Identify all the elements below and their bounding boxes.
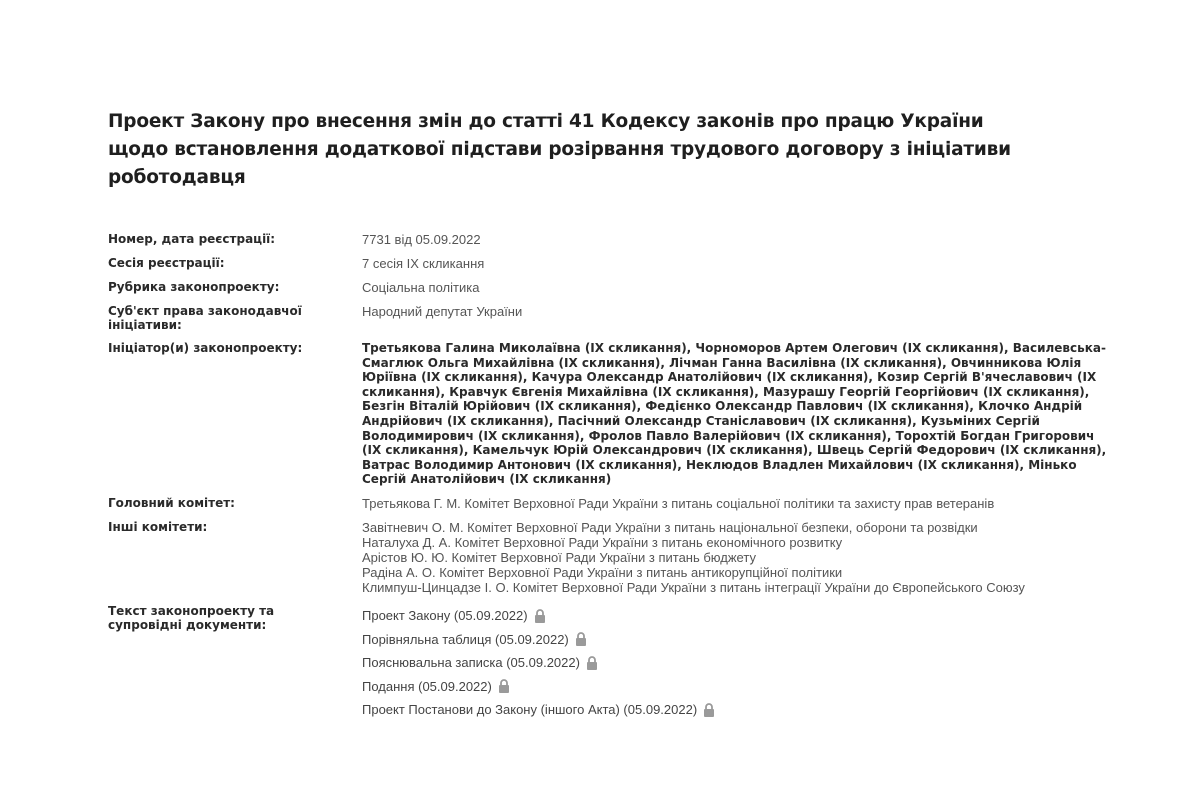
document-link[interactable]: Проект Постанови до Закону (іншого Акта) (05.09.2022) <box>362 702 698 718</box>
other-committees-label: Інші комітети: <box>108 519 208 534</box>
lock-icon <box>498 679 510 693</box>
main-committee-label: Головний комітет: <box>108 495 235 510</box>
other-committees-row <box>108 520 1108 595</box>
subject-label: Суб'єкт права законодавчої ініціативи: <box>108 304 302 332</box>
category-row <box>108 280 1108 295</box>
document-item[interactable] <box>362 698 1108 722</box>
lock-icon <box>586 656 598 670</box>
committee-item: Радіна А. О. Комітет Верховної Ради України з питань антикорупційної політики <box>362 564 843 580</box>
document-item[interactable] <box>362 604 1108 628</box>
documents-label: Текст законопроекту та супровідні документи: <box>108 603 275 632</box>
session-value: 7 сесія IX скликання <box>362 256 485 271</box>
document-item[interactable] <box>362 651 1108 675</box>
committee-item: Наталуха Д. А. Комітет Верховної Ради України з питань економічного розвитку <box>362 534 843 550</box>
document-item[interactable] <box>362 674 1108 698</box>
subject-value: Народний депутат України <box>362 304 523 319</box>
main-committee-value: Третьякова Г. М. Комітет Верховної Ради України з питань соціальної політики та захисту прав ветеранів <box>362 495 995 511</box>
committee-item: Климпуш-Цинцадзе І. О. Комітет Верховної Ради України з питань інтеграції України до Європейського Союзу <box>362 579 1025 595</box>
documents-row <box>108 604 1108 722</box>
registration-row <box>108 232 1108 247</box>
documents-list <box>362 604 1108 722</box>
bill-metadata <box>108 232 1108 730</box>
lock-icon <box>575 632 587 646</box>
registration-value: 7731 від 05.09.2022 <box>362 232 481 247</box>
category-value: Соціальна політика <box>362 280 480 295</box>
registration-label: Номер, дата реєстрації: <box>108 232 276 246</box>
lock-icon <box>534 609 546 623</box>
document-link[interactable]: Порівняльна таблиця (05.09.2022) <box>362 631 569 647</box>
document-link[interactable]: Пояснювальна записка (05.09.2022) <box>362 655 580 671</box>
category-label: Рубрика законопроекту: <box>108 280 280 294</box>
initiators-value: Третьякова Галина Миколаївна (IX скликання), Чорноморов Артем Олегович (IX скликання), Василевська-Смаглюк Ольга Михайлівна (IX скликання), Лічман Ганна Василівна (IX скликання), Овчинникова Юлія Юріївна (IX скликання), Качура Олександр Анатолійович (IX скликання), Козир Сергій В'ячеславович (IX скликання), Кравчук Євгенія Михайлівна (IX скликання), Мазурашу Георгій Георгійович (IX скликання), Безгін Віталій Юрійович (IX скликання), Федієнко Олександр Павлович (IX скликання), Клочко Андрій Андрійович (IX скликання), Пасічний Олександр Станіславович (IX скликання), Кузьміних Сергій Володимирович (IX скликання), Фролов Павло Валерійович (IX скликання), Торохтій Богдан Григорович (IX скликання), Камельчук Юрій Олександрович (IX скликання), Швець Сергій Федорович (IX скликання), Ватрас Володимир Антонович (IX скликання), Неклюдов Владлен Михайлович (IX скликання), Мінько Сергій Анатолійович (IX скликання) <box>362 341 1107 487</box>
lock-icon <box>703 703 715 717</box>
session-label: Сесія реєстрації: <box>108 256 225 270</box>
bill-card <box>108 108 1108 718</box>
document-item[interactable] <box>362 627 1108 651</box>
session-row <box>108 256 1108 271</box>
other-committees-list <box>362 520 1108 595</box>
document-link[interactable]: Подання (05.09.2022) <box>362 678 492 694</box>
initiators-label: Ініціатор(и) законопроекту: <box>108 341 303 355</box>
initiators-row <box>108 341 1108 487</box>
document-link[interactable]: Проект Закону (05.09.2022) <box>362 608 528 624</box>
main-committee-row <box>108 496 1108 511</box>
subject-row <box>108 304 1108 332</box>
committee-item: Завітневич О. М. Комітет Верховної Ради України з питань національної безпеки, оборони та розвідки <box>362 519 978 535</box>
page-title: Проект Закону про внесення змін до статті 41 Кодексу законів про працю України щодо встановлення додаткової підстави розірвання трудового договору з ініціативи роботодавця <box>108 111 1011 188</box>
committee-item: Арістов Ю. Ю. Комітет Верховної Ради України з питань бюджету <box>362 549 756 565</box>
